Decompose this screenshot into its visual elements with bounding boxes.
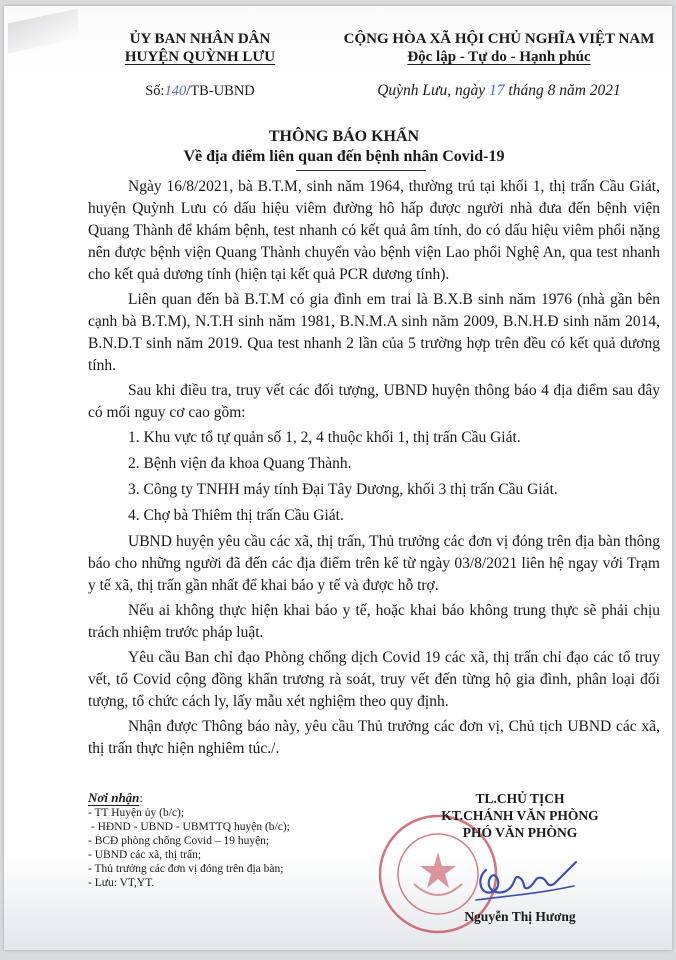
location-item: 3. Công ty TNHH máy tính Đại Tây Dương, khối 3 thị trấn Cầu Giát.	[128, 481, 558, 498]
date-prefix: Quỳnh Lưu, ngày	[377, 82, 490, 99]
sign-line-1: TL.CHỦ TỊCH	[475, 791, 565, 806]
issuing-agency	[94, 30, 306, 66]
paragraph: Yêu cầu Ban chỉ đạo Phòng chống dịch Covid 19 các xã, thị trấn chỉ đạo các tổ truy vết, tổ Covid cộng đồng khẩn trương rà soát, truy vết đến từng hộ gia đình, phân loại đối tượng, tổ chức cách ly, lấy mẫu xét nghiệm theo quy định.	[88, 649, 660, 710]
recipient-item: - TT Huyện ủy (b/c);	[88, 807, 185, 819]
stamp-star-icon	[420, 852, 456, 888]
doc-number-suffix: /TB-UBND	[186, 83, 255, 99]
document-body	[88, 176, 660, 763]
title-sub: Về địa điểm liên quan đến bệnh nhân Covid-19	[183, 148, 505, 165]
agency-line-2: HUYỆN QUỲNH LƯU	[124, 49, 276, 65]
paragraph: Nhận được Thông báo này, yêu cầu Thủ trưởng các đơn vị, Chủ tịch UBND các xã, thị trấn thực hiện nghiêm túc./.	[88, 718, 660, 757]
paragraph: Liên quan đến bà B.T.M có gia đình em trai là B.X.B sinh năm 1976 (nhà gần bên cạnh bà B.T.M), N.T.H sinh năm 1981, B.N.M.A sinh năm 2009, B.N.H.Đ sinh năm 2014, B.N.D.T sinh năm 2019. Qua test nhanh 2 lần của 5 trường hợp trên đều có kết quả dương tính.	[88, 291, 660, 374]
signer-name: Nguyễn Thị Hương	[464, 909, 576, 924]
paragraph: Ngày 16/8/2021, bà B.T.M, sinh năm 1964, thường trú tại khối 1, thị trấn Cầu Giát, huyện Quỳnh Lưu có dấu hiệu viêm đường hô hấp được người nhà đưa đến bệnh viện Quang Thành để khám bệnh, test nhanh có kết quả âm tính, do có dấu hiệu viêm phổi nặng nên được bệnh viện Quang Thành chuyển vào bệnh viện Lao phổi Nghệ An, qua test nhanh cho kết quả dương tính (hiện tại kết quả PCR dương tính).	[88, 178, 660, 283]
location-item: 2. Bệnh viện đa khoa Quang Thành.	[128, 455, 352, 472]
recipients-block	[88, 790, 358, 890]
date-day-handwritten: 17	[489, 82, 505, 99]
sign-line-3: PHÓ VĂN PHÒNG	[462, 825, 578, 840]
paragraph: Sau khi điều tra, truy vết các đối tượng, UBND huyện thông báo 4 địa điểm sau đây có mối nguy cơ cao gồm:	[88, 382, 660, 421]
nation-line-1: CỘNG HÒA XÃ HỘI CHỦ NGHĨA VIỆT NAM	[343, 31, 655, 47]
location-item: 4. Chợ bà Thiêm thị trấn Cầu Giát.	[128, 507, 344, 524]
recipient-item: - Lưu: VT,YT.	[88, 877, 155, 889]
recipient-item: - HĐND - UBND - UBMTTQ huyện (b/c);	[88, 821, 290, 833]
document-number	[94, 82, 306, 100]
document-page	[4, 6, 672, 950]
title-underline	[296, 170, 426, 171]
document-title	[104, 127, 584, 167]
signature-block	[400, 790, 640, 841]
recipients-colon: :	[139, 790, 144, 805]
recipient-item: - BCĐ phòng chống Covid – 19 huyện;	[88, 835, 270, 847]
document-date	[330, 82, 668, 100]
doc-number-handwritten: 140	[164, 83, 187, 99]
agency-line-1: ỦY BAN NHÂN DÂN	[129, 31, 271, 47]
paragraph: Nếu ai không thực hiện khai báo y tế, hoặc khai báo không trung thực sẽ phải chịu trách nhiệm trước pháp luật.	[88, 602, 660, 641]
sign-line-2: KT.CHÁNH VĂN PHÒNG	[441, 808, 599, 823]
recipients-label: Nơi nhận	[88, 790, 140, 805]
nation-line-2: Độc lập - Tự do - Hạnh phúc	[407, 49, 591, 65]
national-motto	[330, 30, 668, 66]
handwritten-signature	[466, 852, 586, 906]
title-main: THÔNG BÁO KHẨN	[268, 128, 420, 145]
location-item: 1. Khu vực tổ tự quản số 1, 2, 4 thuộc khối 1, thị trấn Cầu Giát.	[128, 429, 521, 446]
scan-glare	[8, 9, 78, 54]
doc-number-prefix: Số:	[145, 83, 165, 99]
date-suffix: tháng 8 năm 2021	[504, 82, 621, 99]
recipient-item: - UBND các xã, thị trấn;	[88, 849, 202, 861]
recipient-item: - Thủ trưởng các đơn vị đóng trên địa bàn;	[88, 863, 284, 875]
paragraph: UBND huyện yêu cầu các xã, thị trấn, Thủ trưởng các đơn vị đóng trên địa bàn thông báo cho những người đã đến các địa điểm trên kể từ ngày 03/8/2021 liên hệ ngay với Trạm y tế xã, thị trấn gần nhất để khai báo y tế và được hỗ trợ.	[88, 533, 660, 594]
